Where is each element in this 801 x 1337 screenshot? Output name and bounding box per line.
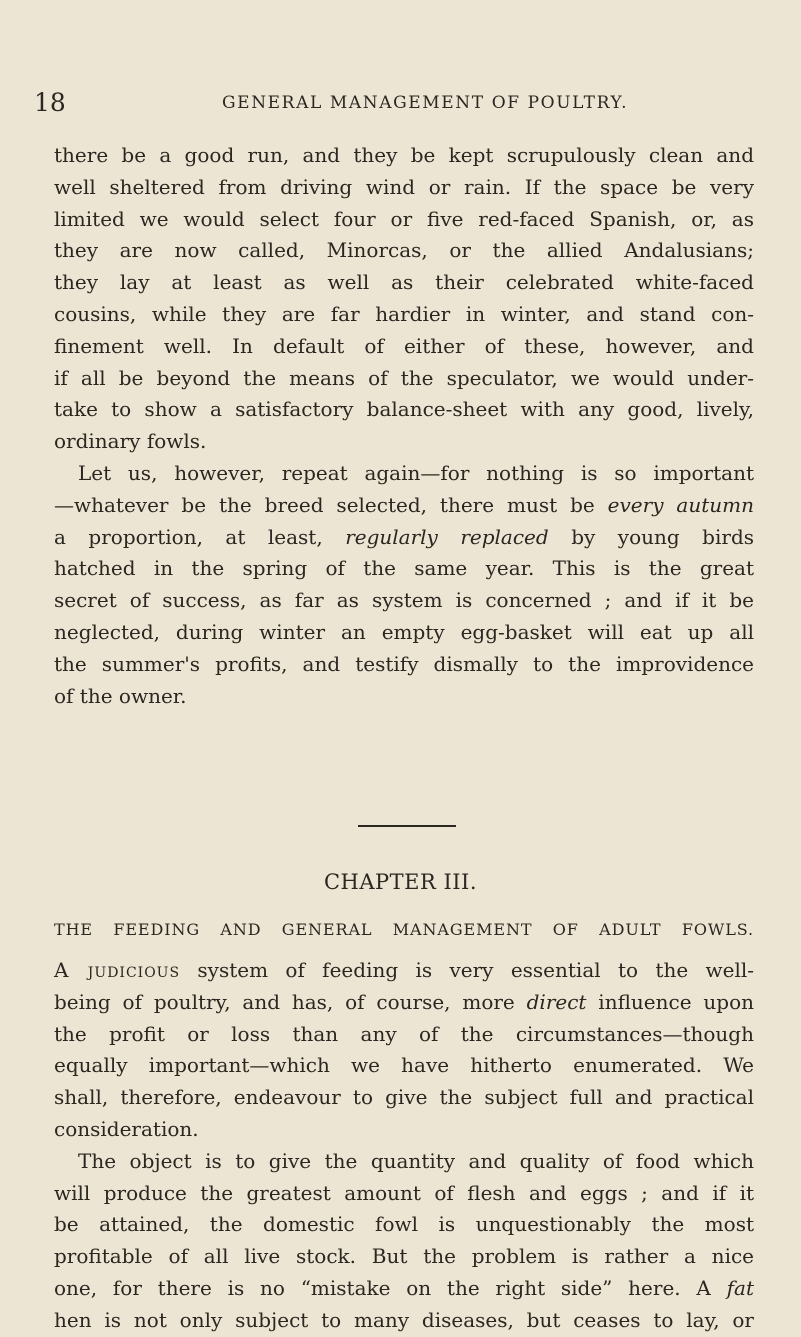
text-line: finement well. In default of either of these, however, and bbox=[54, 333, 754, 358]
text-line: be attained, the domestic fowl is unquestionably the most bbox=[54, 1212, 754, 1237]
body-text-top bbox=[54, 140, 754, 712]
emphasis: direct bbox=[526, 989, 587, 1014]
text-line: ordinary fowls. bbox=[54, 429, 207, 454]
chapter-title: CHAPTER III. bbox=[323, 870, 478, 894]
text-line: profitable of all live stock. But the problem is rather a nice bbox=[54, 1244, 754, 1269]
text-line: secret of success, as far as system is concerned ; and if it be bbox=[54, 588, 754, 613]
text-line: there be a good run, and they be kept scrupulously clean and bbox=[54, 143, 754, 167]
text-line: neglected, during winter an empty egg-basket will eat up all bbox=[54, 619, 754, 644]
text-line: if all be beyond the means of the speculator, we would under- bbox=[54, 365, 754, 390]
text-line: consideration. bbox=[54, 1116, 199, 1141]
text-line bbox=[54, 955, 754, 987]
text-line: limited we would select four or five red-faced Spanish, or, as bbox=[54, 206, 754, 231]
text-line: hatched in the spring of the same year. This is the great bbox=[54, 556, 754, 581]
page-header bbox=[0, 88, 801, 120]
text-line: hen is not only subject to many diseases, but ceases to lay, or bbox=[54, 1307, 754, 1332]
opening-words: A judicious bbox=[54, 958, 181, 982]
text-run: influence upon bbox=[586, 989, 755, 1014]
text-line: Let us, however, repeat again—for nothing is so important bbox=[78, 460, 754, 485]
text-line: take to show a satisfactory balance-sheet with any good, lively, bbox=[54, 397, 754, 422]
paragraph-3 bbox=[54, 955, 754, 1146]
text-line: cousins, while they are far hardier in winter, and stand con- bbox=[54, 301, 754, 326]
text-line: The object is to give the quantity and quality of food which bbox=[78, 1148, 754, 1173]
text-run: system of feeding is very essential to the well- bbox=[180, 958, 755, 982]
emphasis: regularly replaced bbox=[345, 524, 549, 549]
text-run: one, for there is no “mistake on the right side” here. A bbox=[54, 1275, 727, 1300]
text-line: they lay at least as well as their celebrated white-faced bbox=[54, 270, 754, 295]
text-line: of the owner. bbox=[54, 683, 187, 708]
emphasis: fat bbox=[726, 1275, 754, 1300]
paragraph-4 bbox=[54, 1146, 754, 1337]
text-line: will produce the greatest amount of flesh and eggs ; and if it bbox=[54, 1180, 754, 1205]
text-line bbox=[54, 987, 754, 1019]
text-line: equally important—which we have hitherto enumerated. We bbox=[54, 1053, 754, 1078]
chapter-subtitle: THE FEEDING AND GENERAL MANAGEMENT OF ADULT FOWLS. bbox=[54, 920, 754, 939]
text-line bbox=[54, 490, 754, 522]
text-line: they are now called, Minorcas, or the allied Andalusians; bbox=[54, 238, 754, 263]
body-text-bottom bbox=[54, 955, 754, 1337]
text-line: the profit or loss than any of the circumstances—though bbox=[54, 1021, 754, 1046]
paragraph-2 bbox=[54, 458, 754, 712]
text-run: —whatever be the breed selected, there must be bbox=[54, 492, 608, 517]
page-number: 18 bbox=[34, 88, 66, 117]
text-line bbox=[54, 522, 754, 554]
text-line: shall, therefore, endeavour to give the subject full and practical bbox=[54, 1085, 754, 1110]
text-run: by young birds bbox=[548, 524, 755, 549]
text-line: the summer's profits, and testify dismally to the improvidence bbox=[54, 651, 754, 676]
paragraph-1 bbox=[54, 140, 754, 458]
emphasis: every autumn bbox=[607, 492, 754, 517]
section-divider bbox=[358, 825, 456, 827]
text-run: a proportion, at least, bbox=[54, 524, 346, 549]
text-run: being of poultry, and has, of course, more bbox=[54, 989, 527, 1014]
text-line bbox=[54, 1273, 754, 1305]
text-line: well sheltered from driving wind or rain. If the space be very bbox=[54, 174, 754, 199]
running-head: GENERAL MANAGEMENT OF POULTRY. bbox=[222, 93, 629, 113]
